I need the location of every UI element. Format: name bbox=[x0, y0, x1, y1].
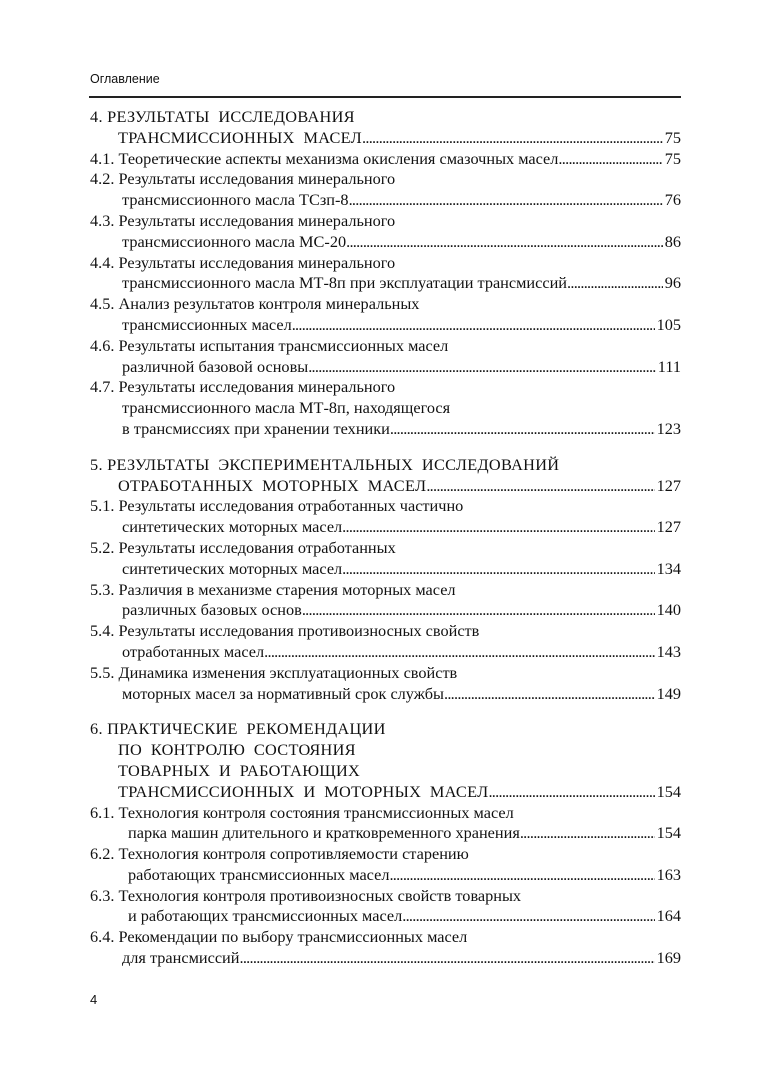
dot-leader bbox=[292, 315, 655, 336]
toc-entry-text: трансмиссионного масла МС-20 bbox=[122, 231, 347, 251]
toc-section bbox=[90, 107, 681, 440]
toc-entry-text: различной базовой основы bbox=[122, 356, 309, 376]
toc-entry-text: 6.1. Технология контроля состояния трансмиссионных масел bbox=[90, 802, 514, 822]
dot-leader bbox=[302, 600, 655, 621]
toc-entry-text: ТРАНСМИССИОННЫХ МАСЕЛ bbox=[118, 127, 363, 147]
toc-entry[interactable] bbox=[90, 211, 681, 253]
toc-entry-text: 4.6. Результаты испытания трансмиссионных масел bbox=[90, 335, 449, 355]
dot-leader bbox=[349, 190, 663, 211]
dot-leader bbox=[402, 906, 654, 927]
toc-entry[interactable] bbox=[90, 149, 681, 170]
toc-section bbox=[90, 455, 681, 705]
toc-entry[interactable] bbox=[90, 886, 681, 928]
dot-leader bbox=[308, 357, 656, 378]
dot-leader bbox=[444, 684, 655, 705]
toc-page-number: 163 bbox=[656, 864, 681, 884]
toc-entry-text: в трансмиссиях при хранении техники bbox=[122, 418, 390, 438]
toc-entry[interactable] bbox=[90, 663, 681, 705]
toc-page-number: 134 bbox=[656, 558, 681, 578]
running-head: Оглавление bbox=[90, 72, 160, 86]
toc-page-number: 75 bbox=[664, 127, 681, 147]
toc-section bbox=[90, 719, 681, 969]
dot-leader bbox=[346, 232, 663, 253]
toc-entry-text: 5.4. Результаты исследования противоизносных свойств bbox=[90, 621, 480, 641]
dot-leader bbox=[558, 149, 662, 170]
toc-entry[interactable] bbox=[90, 377, 681, 439]
toc-page-number: 154 bbox=[656, 823, 681, 843]
toc-page-number: 140 bbox=[656, 600, 681, 620]
toc-page-number: 76 bbox=[664, 190, 681, 210]
toc-page-number: 86 bbox=[664, 231, 681, 251]
toc-entry[interactable] bbox=[90, 621, 681, 663]
toc-entry[interactable] bbox=[90, 803, 681, 845]
toc-entry-text: моторных масел за нормативный срок службы bbox=[122, 683, 444, 703]
toc-entry-text: 6. ПРАКТИЧЕСКИЕ РЕКОМЕНДАЦИИ bbox=[90, 719, 386, 739]
toc-entry-text: 4.2. Результаты исследования минерального bbox=[90, 169, 396, 189]
dot-leader bbox=[390, 419, 655, 440]
dot-leader bbox=[342, 517, 654, 538]
page-number: 4 bbox=[90, 992, 98, 1007]
toc-page-number: 111 bbox=[657, 356, 681, 376]
toc-entry-text: трансмиссионного масла ТСзп-8 bbox=[122, 190, 349, 210]
toc-entry[interactable] bbox=[90, 927, 681, 969]
dot-leader bbox=[426, 476, 654, 497]
toc-entry-text: 4.1. Теоретические аспекты механизма окисления смазочных масел bbox=[90, 148, 559, 168]
toc-entry[interactable] bbox=[90, 336, 681, 378]
toc-page-number: 149 bbox=[656, 683, 681, 703]
toc-entry[interactable] bbox=[90, 844, 681, 886]
toc-entry-text: синтетических моторных масел bbox=[122, 558, 343, 578]
dot-leader bbox=[264, 642, 654, 663]
toc-entry-text: для трансмиссий bbox=[122, 948, 240, 968]
toc-entry-text: трансмиссионных масел bbox=[122, 314, 292, 334]
toc-entry-text: 4.7. Результаты исследования минерального bbox=[90, 377, 396, 397]
toc-entry[interactable] bbox=[90, 169, 681, 211]
toc-entry[interactable] bbox=[90, 496, 681, 538]
toc-entry-text: 5.1. Результаты исследования отработанных частично bbox=[90, 496, 464, 516]
toc-entry-text: синтетических моторных масел bbox=[122, 517, 343, 537]
toc-chapter-entry[interactable] bbox=[90, 719, 681, 802]
toc-entry-text: 6.2. Технология контроля сопротивляемости старению bbox=[90, 844, 469, 864]
toc-entry-text: 5.3. Различия в механизме старения моторных масел bbox=[90, 579, 456, 599]
toc-page-number: 143 bbox=[656, 641, 681, 661]
toc-entry-text: ТРАНСМИССИОННЫХ И МОТОРНЫХ МАСЕЛ bbox=[118, 781, 489, 801]
toc-page-number: 154 bbox=[656, 781, 681, 801]
toc-page-number: 75 bbox=[664, 148, 681, 168]
toc-entry-text: 4.5. Анализ результатов контроля минеральных bbox=[90, 294, 420, 314]
toc-page-number: 127 bbox=[656, 517, 681, 537]
toc-page-number: 96 bbox=[664, 273, 681, 293]
toc-entry-text: ОТРАБОТАННЫХ МОТОРНЫХ МАСЕЛ bbox=[118, 475, 427, 495]
toc-entry-text: трансмиссионного масла МТ-8п, находящегося bbox=[122, 398, 451, 418]
dot-leader bbox=[342, 559, 654, 580]
toc-entry-text: ПО КОНТРОЛЮ СОСТОЯНИЯ bbox=[118, 740, 356, 760]
dot-leader bbox=[488, 782, 654, 803]
toc-entry-text: 4. РЕЗУЛЬТАТЫ ИССЛЕДОВАНИЯ bbox=[90, 107, 355, 126]
dot-leader bbox=[389, 865, 654, 886]
table-of-contents bbox=[90, 107, 681, 984]
toc-chapter-entry[interactable] bbox=[90, 107, 681, 149]
toc-entry[interactable] bbox=[90, 538, 681, 580]
toc-entry[interactable] bbox=[90, 253, 681, 295]
toc-entry-text: работающих трансмиссионных масел bbox=[128, 864, 390, 884]
toc-entry-text: парка машин длительного и кратковременного хранения bbox=[128, 823, 520, 843]
toc-entry-text: 4.3. Результаты исследования минерального bbox=[90, 210, 396, 230]
toc-entry-text: различных базовых основ bbox=[122, 600, 302, 620]
toc-page-number: 123 bbox=[656, 418, 681, 438]
toc-page-number: 127 bbox=[656, 475, 681, 495]
toc-page-number: 164 bbox=[656, 906, 681, 926]
toc-entry-text: 6.4. Рекомендации по выбору трансмиссионных масел bbox=[90, 927, 468, 947]
dot-leader bbox=[239, 948, 654, 969]
toc-page-number: 105 bbox=[656, 314, 681, 334]
toc-entry-text: ТОВАРНЫХ И РАБОТАЮЩИХ bbox=[118, 760, 361, 780]
dot-leader bbox=[520, 823, 655, 844]
toc-entry-text: отработанных масел bbox=[122, 641, 265, 661]
dot-leader bbox=[567, 273, 663, 294]
toc-page-number: 169 bbox=[656, 948, 681, 968]
toc-entry-text: 5. РЕЗУЛЬТАТЫ ЭКСПЕРИМЕНТАЛЬНЫХ ИССЛЕДОВАНИЙ bbox=[90, 454, 560, 474]
toc-entry-text: 4.4. Результаты исследования минерального bbox=[90, 252, 396, 272]
toc-entry-text: и работающих трансмиссионных масел bbox=[128, 906, 403, 926]
toc-entry-text: 6.3. Технология контроля противоизносных свойств товарных bbox=[90, 885, 522, 905]
header-rule bbox=[89, 96, 681, 98]
toc-entry-text: 5.2. Результаты исследования отработанных bbox=[90, 537, 396, 557]
toc-entry[interactable] bbox=[90, 294, 681, 336]
toc-chapter-entry[interactable] bbox=[90, 455, 681, 497]
toc-entry-text: трансмиссионного масла МТ-8п при эксплуатации трансмиссий bbox=[122, 273, 568, 293]
toc-entry-text: 5.5. Динамика изменения эксплуатационных свойств bbox=[90, 662, 458, 682]
toc-entry[interactable] bbox=[90, 580, 681, 622]
dot-leader bbox=[362, 128, 663, 149]
